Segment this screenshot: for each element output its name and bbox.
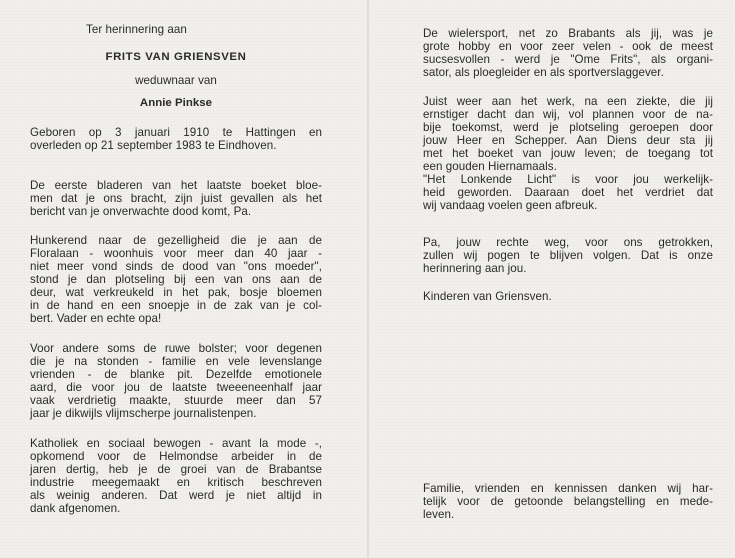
r-para2-line: jouw Heer en Schepper. Aan Diens deur sta jij	[423, 134, 713, 147]
r-para3-line: Pa, jouw rechte weg, voor ons getrokken,	[423, 236, 713, 249]
para3-line: vaak verdrietig maakte, stuurde meer dan 57	[30, 394, 322, 407]
para3-line: jaar je dikwijls vlijmscherpe journalistenpen.	[30, 407, 257, 420]
r-para2-line: bije toekomst, werd je plotseling geroepen door	[423, 121, 713, 134]
para3-line: Voor andere soms de ruwe bolster; voor degenen	[30, 342, 322, 355]
thanks-line: leven.	[423, 508, 455, 521]
r-para1-line: De wielersport, net zo Brabants als jij, was je	[423, 27, 713, 40]
spouse-name: Annie Pinkse	[139, 97, 213, 109]
card-fold	[367, 0, 369, 558]
r-para1-line: grote hobby en voor zeer velen - ook de meest	[423, 40, 713, 53]
para2-line: stond je dan plotseling bij een van ons aan de	[30, 273, 322, 286]
para4-line: dank afgenomen.	[30, 502, 121, 515]
birth-line-2: overleden op 21 september 1983 te Eindhoven.	[30, 139, 277, 152]
r-para2-line: ernstiger dacht dan wij, vol plannen voor de na-	[423, 108, 713, 121]
para4-line: als weinig anderen. Dat werd je niet altijd in	[30, 489, 322, 502]
thanks-line: Familie, vrienden en kennissen danken wij har-	[423, 482, 713, 495]
para2-line: bert. Vader en echte opa!	[30, 312, 162, 325]
para3-line: vrienden - de blanke pit. Dezelfde emotionele	[30, 368, 322, 381]
para1-line: bericht van je onverwachte dood komt, Pa.	[30, 205, 252, 218]
para2-line: deur, wat verkreukeld in het pak, bosje bloemen	[30, 286, 322, 299]
r-para2-line: een gouden Hiernamaals.	[423, 160, 557, 173]
r-para2-line: wij vandaag voelen geen afbreuk.	[423, 199, 598, 212]
signature: Kinderen van Griensven.	[423, 290, 552, 303]
deceased-name: FRITS VAN GRIENSVEN	[105, 51, 247, 63]
para4-line: jaren dertig, heb je de groei van de Brabantse	[30, 463, 322, 476]
para4-line: industrie meegemaakt en kritisch beschreven	[30, 476, 322, 489]
r-para3-line: zullen wij pogen te blijven volgen. Dat is onze	[423, 249, 713, 262]
r-para2-line: "Het Lonkende Licht" is voor jou werkelijk-	[423, 173, 713, 186]
para2-line: niet meer vond sinds de dood van "ons moeder",	[30, 260, 322, 273]
relation-line: weduwnaar van	[135, 74, 217, 87]
intro-line: Ter herinnering aan	[86, 23, 187, 36]
birth-line-1: Geboren op 3 januari 1910 te Hattingen en	[30, 126, 322, 139]
para1-line: De eerste bladeren van het laatste boeket bloe-	[30, 179, 322, 192]
para3-line: die je na stonden - familie en vele levenslange	[30, 355, 322, 368]
r-para1-line: sator, als ploegleider en als sportverslaggever.	[423, 66, 664, 79]
para2-line: Hunkerend naar de gezelligheid die je aan de	[30, 234, 322, 247]
r-para2-line: met het boeket van jouw leven; de toegang tot	[423, 147, 713, 160]
para1-line: men dat je ons bracht, zijn juist gevallen als het	[30, 192, 322, 205]
para3-line: aard, die voor jou de laatste tweeeneenhalf jaar	[30, 381, 322, 394]
para4-line: Katholiek en sociaal bewogen - avant la mode -,	[30, 437, 322, 450]
para2-line: in de hand en een snoepje in de zak van je col-	[30, 299, 322, 312]
r-para2-line: heid geworden. Daaraan doet het verdriet dat	[423, 186, 713, 199]
r-para2-line: Juist weer aan het werk, na een ziekte, die jij	[423, 95, 713, 108]
para4-line: opkomend voor de Helmondse arbeider in de	[30, 450, 322, 463]
r-para3-line: herinnering aan jou.	[423, 262, 527, 275]
thanks-line: telijk voor de getoonde belangstelling en mede-	[423, 495, 713, 508]
r-para1-line: sucsesvollen - werd je "Ome Frits", als organi-	[423, 53, 713, 66]
para2-line: Floralaan - woonhuis voor meer dan 40 jaar -	[30, 247, 322, 260]
